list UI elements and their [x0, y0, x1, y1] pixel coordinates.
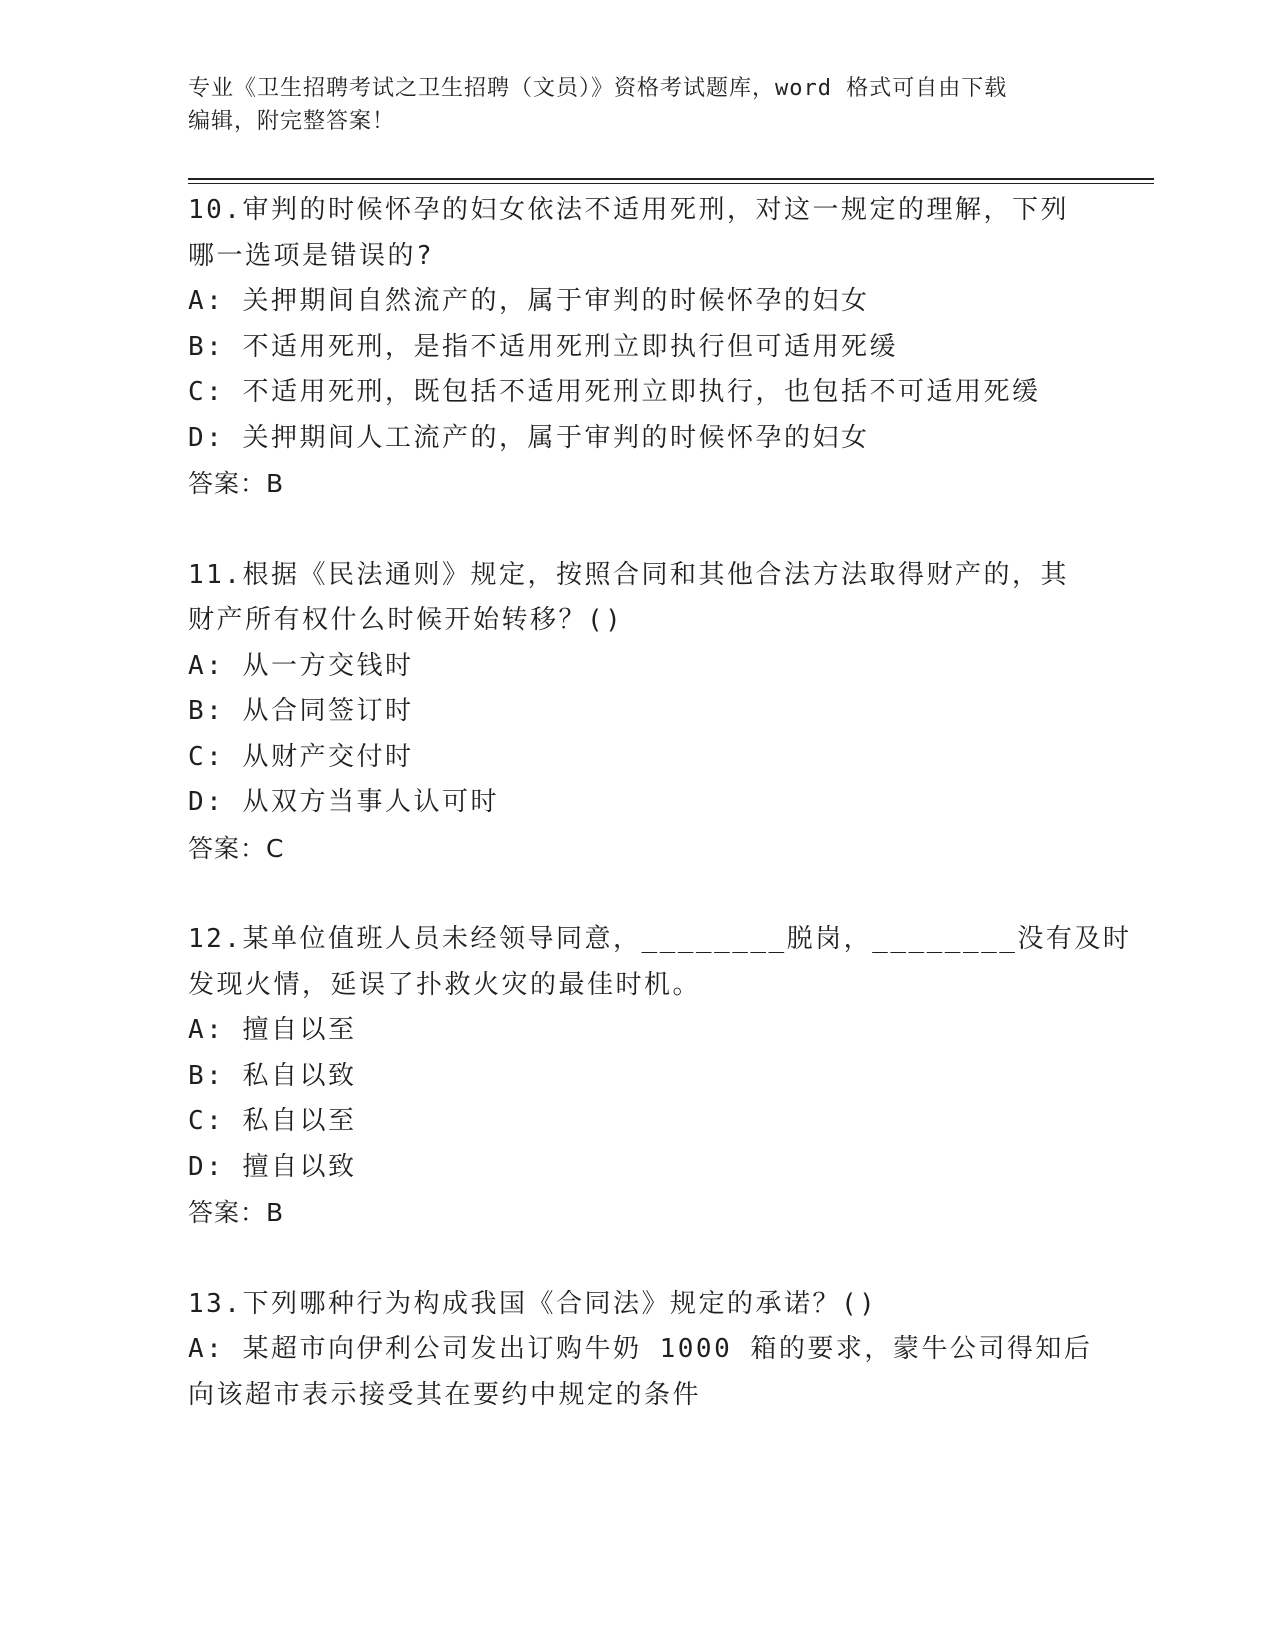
answer-label: 答案：C: [188, 833, 285, 863]
question-text-line: 12.某单位值班人员未经领导同意，________脱岗，________没有及时: [188, 924, 1132, 954]
option-d: D: 擅自以致: [188, 1151, 357, 1182]
question-text-line: 11.根据《民法通则》规定，按照合同和其他合法方法取得财产的，其: [188, 559, 1069, 590]
option-c: C: 从财产交付时: [188, 741, 414, 772]
option-c: C: 不适用死刑，既包括不适用死刑立即执行，也包括不可适用死缓: [188, 377, 1041, 407]
question-12: [188, 917, 1132, 1236]
question-text-line: 财产所有权什么时候开始转移？(): [188, 605, 624, 635]
question-spacer: [188, 871, 1088, 917]
question-text-line: 13.下列哪种行为构成我国《合同法》规定的承诺？(): [188, 1288, 878, 1319]
option-d: D: 从双方当事人认可时: [188, 787, 499, 817]
option-a: A: 从一方交钱时: [188, 650, 414, 681]
document-header: [188, 72, 1068, 138]
option-b: B: 从合同签订时: [188, 696, 414, 726]
option-a-continued: 向该超市表示接受其在要约中规定的条件: [188, 1379, 702, 1410]
question-list: [188, 188, 1132, 1418]
option-a: A: 某超市向伊利公司发出订购牛奶 1000 箱的要求，蒙牛公司得知后: [188, 1334, 1093, 1364]
question-spacer: [188, 1236, 1088, 1282]
option-b: B: 不适用死刑，是指不适用死刑立即执行但可适用死缓: [188, 331, 898, 362]
question-10: [188, 188, 1088, 507]
header-line-2: 编辑，附完整答案！: [188, 109, 396, 134]
answer-label: 答案：B: [188, 469, 285, 498]
answer-label: 答案：B: [188, 1198, 285, 1227]
question-13: [188, 1282, 1093, 1419]
question-spacer: [188, 507, 1088, 553]
option-a: A: 擅自以至: [188, 1015, 357, 1045]
option-c: C: 私自以至: [188, 1106, 357, 1136]
option-a: A: 关押期间自然流产的，属于审判的时候怀孕的妇女: [188, 286, 870, 316]
option-b: B: 私自以致: [188, 1060, 357, 1091]
header-divider-thick: [188, 178, 1154, 180]
question-text-line: 哪一选项是错误的?: [188, 240, 435, 271]
question-text-line: 10.审判的时候怀孕的妇女依法不适用死刑，对这一规定的理解，下列: [188, 195, 1069, 225]
header-line-1: 专业《卫生招聘考试之卫生招聘（文员）》资格考试题库，word 格式可自由下载: [188, 76, 1008, 101]
header-divider-thin: [188, 183, 1154, 184]
question-text-line: 发现火情，延误了扑救火灾的最佳时机。: [188, 969, 702, 1000]
option-d: D: 关押期间人工流产的，属于审判的时候怀孕的妇女: [188, 422, 870, 453]
question-11: [188, 553, 1088, 872]
